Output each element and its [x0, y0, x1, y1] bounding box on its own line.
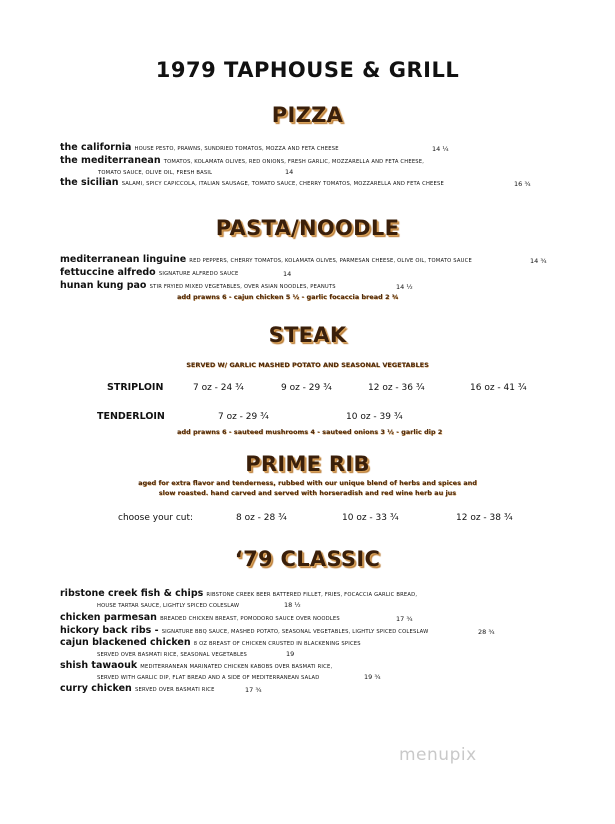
- item-desc: SERVED OVER BASMATI RICE: [134, 687, 215, 693]
- menu-item: [60, 637, 361, 648]
- item-price: 17 ¾: [396, 615, 413, 623]
- primerib-desc: slow roasted. hand carved and served with horseradish and red wine herb au jus: [158, 489, 457, 497]
- striploin-cut: 7 oz - 24 ¾: [193, 383, 244, 393]
- item-price: 14: [285, 168, 294, 176]
- item-name: mediterranean linguine: [60, 254, 187, 265]
- item-name: hickory back ribs -: [60, 625, 159, 636]
- item-desc: TOMATOS, KOLAMATA OLIVES, RED ONIONS, FRESH GARLIC, MOZZARELLA AND FETA CHEESE,: [163, 159, 425, 165]
- striploin-label: STRIPLOIN: [107, 382, 164, 393]
- menu-item: [60, 254, 472, 265]
- menupix-watermark: menupix: [399, 745, 477, 765]
- item-desc: 8 OZ BREAST OF CHICKEN CRUSTED IN BLACKENING SPICES: [193, 641, 361, 647]
- pasta-heading: PASTA/NOODLE: [215, 216, 400, 240]
- steak-addons: add prawns 6 - sauteed mushrooms 4 - sauteed onions 3 ½ - garlic dip 2: [177, 428, 443, 436]
- item-desc: HOUSE PESTO, PRAWNS, SUNDRIED TOMATOS, MOZZA AND FETA CHEESE: [134, 146, 339, 152]
- item-desc-cont: SERVED WITH GARLIC DIP, FLAT BREAD AND A SIDE OF MEDITERRANEAN SALAD: [97, 675, 320, 681]
- item-desc: SALAMI, SPICY CAPICCOLA, ITALIAN SAUSAGE, TOMATO SAUCE, CHERRY TOMATOS, MOZZARELLA AND FETA CHEESE: [121, 181, 444, 187]
- item-desc-cont: TOMATO SAUCE, OLIVE OIL, FRESH BASIL: [98, 170, 213, 176]
- primerib-desc: aged for extra flavor and tenderness, rubbed with our unique blend of herbs and spices and: [138, 479, 477, 487]
- item-name: cajun blackened chicken: [60, 637, 191, 648]
- item-desc: MEDITERRANEAN MARINATED CHICKEN KABOBS OVER BASMATI RICE,: [140, 664, 333, 670]
- item-desc-cont: SERVED OVER BASMATI RICE, SEASONAL VEGETABLES: [97, 652, 248, 658]
- menu-item: [60, 588, 417, 599]
- item-desc: SIGNATURE ALFREDO SAUCE: [158, 271, 239, 277]
- item-name: the mediterranean: [60, 155, 161, 166]
- menu-item: [60, 612, 340, 623]
- pizza-heading: PIZZA: [271, 103, 344, 127]
- item-price: 19: [286, 650, 295, 658]
- primerib-heading: PRIME RIB: [245, 452, 370, 476]
- primerib-cut: 8 oz - 28 ¾: [236, 513, 287, 523]
- menu-item: [60, 267, 239, 278]
- steak-served-note: SERVED W/ GARLIC MASHED POTATO AND SEASONAL VEGETABLES: [186, 361, 429, 369]
- item-name: fettuccine alfredo: [60, 267, 156, 278]
- menu-item: [60, 142, 339, 153]
- item-price: 14 ¾: [530, 257, 547, 265]
- classic-heading: ‘79 CLASSIC: [234, 547, 381, 571]
- steak-heading: STEAK: [268, 323, 347, 347]
- item-name: chicken parmesan: [60, 612, 157, 623]
- item-name: the california: [60, 142, 132, 153]
- menu-item: [60, 625, 428, 636]
- item-price: 14: [283, 270, 292, 278]
- item-price: 28 ¾: [478, 628, 495, 636]
- item-desc: RED PEPPERS, CHERRY TOMATOS, KOLAMATA OLIVES, PARMESAN CHEESE, OLIVE OIL, TOMATO SAUCE: [189, 258, 472, 264]
- item-price: 18 ½: [284, 601, 301, 609]
- item-price: 14 ¼: [432, 145, 449, 153]
- primerib-cut: 12 oz - 38 ¾: [456, 513, 513, 523]
- item-price: 19 ¾: [364, 673, 381, 681]
- item-name: the sicilian: [60, 177, 119, 188]
- tenderloin-label: TENDERLOIN: [97, 411, 165, 422]
- menu-item: [60, 683, 215, 694]
- restaurant-title: 1979 TAPHOUSE & GRILL: [155, 58, 460, 82]
- item-desc-cont: HOUSE TARTAR SAUCE, LIGHTLY SPICED COLESLAW: [97, 603, 240, 609]
- item-desc: SIGNATURE BBQ SAUCE, MASHED POTATO, SEASONAL VEGETABLES, LIGHTLY SPICED COLESLAW: [161, 629, 429, 635]
- striploin-cut: 12 oz - 36 ¾: [368, 383, 425, 393]
- item-price: 16 ¾: [514, 180, 531, 188]
- choose-cut-label: choose your cut:: [118, 513, 194, 523]
- item-desc: RIBSTONE CREEK BEER BATTERED FILLET, FRIES, FOCACCIA GARLIC BREAD,: [206, 592, 418, 598]
- item-name: ribstone creek fish & chips: [60, 588, 204, 599]
- item-desc: STIR FRYIED MIXED VEGETABLES, OVER ASIAN NOODLES, PEANUTS: [149, 284, 336, 290]
- striploin-cut: 9 oz - 29 ¾: [281, 383, 332, 393]
- menu-item: [60, 280, 336, 291]
- pasta-addons: add prawns 6 - cajun chicken 5 ½ - garlic focaccia bread 2 ¾: [177, 293, 399, 301]
- item-name: hunan kung pao: [60, 280, 147, 291]
- tenderloin-cut: 7 oz - 29 ¾: [218, 412, 269, 422]
- primerib-cut: 10 oz - 33 ¾: [342, 513, 399, 523]
- tenderloin-cut: 10 oz - 39 ¾: [346, 412, 403, 422]
- item-name: shish tawaouk: [60, 660, 138, 671]
- striploin-cut: 16 oz - 41 ¾: [470, 383, 527, 393]
- menu-item: [60, 155, 424, 166]
- item-name: curry chicken: [60, 683, 132, 694]
- menu-item: [60, 660, 332, 671]
- menu-item: [60, 177, 444, 188]
- item-price: 17 ¾: [245, 686, 262, 694]
- item-desc: BREADED CHICKEN BREAST, POMODORO SAUCE OVER NOODLES: [160, 616, 340, 622]
- item-price: 14 ½: [396, 283, 413, 291]
